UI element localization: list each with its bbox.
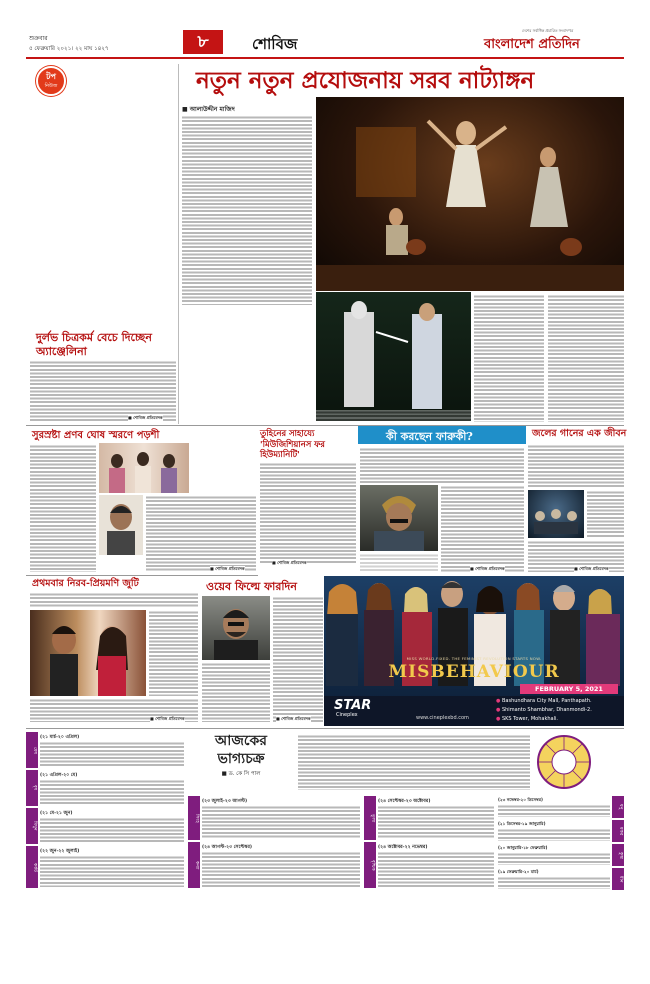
porshi-group [99,443,189,493]
sign-date: (২৩ নভেম্বর-২০ ডিসেম্বর) [498,797,543,802]
sign-label: মকর [612,820,624,842]
fardin-body-right [273,596,323,722]
sign-date: (২৪ অক্টোবর-২২ নভেম্বর) [378,845,428,850]
lead-caption [316,410,471,422]
tuhin-title: তুহিনের সাহায্যে 'মিউজিশিয়ানস ফর হিউম্যানিটি' [260,428,325,459]
star-logo-sub: Cineplex [336,712,358,718]
farooki-body-top [360,447,524,483]
porshi-body-col2 [146,495,256,572]
sign-text [498,852,610,865]
farooki-credit: ■ শোবিজ প্রতিবেদক [470,566,505,571]
porshi-photo [99,443,189,493]
sign-date: (১৯ ফেব্রুয়ারি-২০ মার্চ) [498,869,539,874]
sign-label: মিথুন [26,808,38,844]
movie-tagline: MISS WORLD.FIXED. THE FEMINIST REVOLUTION STARTS NOW. [406,656,542,661]
star-logo: STAR [334,698,372,713]
location-3 [496,716,558,722]
zodiac-wheel-svg [536,734,592,790]
right-sign-1 [498,796,624,818]
jaler-gaan-photo [528,490,584,538]
brand-tagline: দেশের সর্বাধিক প্রচারিত সংবাদপত্র [522,28,574,33]
nirob-body-top [30,592,198,608]
angelina-photo [30,65,176,323]
section-title: শোবিজ [252,35,298,53]
sign-text [378,851,494,887]
sign-text [40,817,184,843]
sign-date: (২১ ডিসেম্বর-১৯ জানুয়ারি) [498,821,546,826]
header-day: শুক্রবার [29,35,48,42]
jaler-gaan-credit: ■ শোবিজ প্রতিবেদক [574,566,609,571]
farooki-portrait [360,485,438,551]
lead-body-col4 [548,294,624,422]
badge-line1: টপ [46,72,56,81]
jaler-gaan-title: জলের গানের এক জীবন [532,428,627,439]
sign-text [40,779,184,805]
bottom-sign-2 [188,842,360,888]
pronob-portrait [99,495,143,555]
sign-date: (২১ মে-২১ জুন) [40,811,73,816]
nirob-title: প্রথমবার নিরব-প্রিয়মণি জুটি [32,578,139,589]
stage-photo-second [316,292,471,421]
sign-text [498,876,610,889]
location-2 [496,707,592,713]
column-divider [178,64,179,424]
section-rule-3 [26,728,624,729]
header-rule [26,57,624,59]
sign-label: কন্যা [188,842,200,888]
sign-label: তুলা [364,796,376,840]
horoscope-author: ■ ড. কে সি পাল [221,771,261,777]
location-2-text: Shimanto Shambhar, Dhanmondi-2. [501,707,592,713]
fardin-body-left [202,662,270,722]
zodiac-wheel-icon [536,734,592,790]
jaler-gaan-body-right [587,490,624,538]
location-1-text: Bashundhara City Mall, Panthapath. [501,698,592,704]
movie-title: MISBEHAVIOUR [388,662,560,682]
right-sign-3 [498,844,624,866]
horoscope-title-box [188,732,294,792]
bottom-sign-1 [188,796,360,840]
section-rule-1 [26,425,624,426]
nirob-body-right [149,610,198,696]
sign-label: মেষ [26,732,38,768]
stage-scene-two [316,292,471,421]
top-news-title: দুর্লভ চিত্রকর্ম বেচে দিচ্ছেন অ্যাঞ্জেলিনা [36,331,152,358]
brand-logo: বাংলাদেশ প্রতিদিন [484,37,580,52]
horoscope-title-1: আজকের [215,733,267,749]
jaler-gaan-band [528,490,584,538]
sign-text [202,851,360,887]
section-rule-2 [26,575,258,576]
top-news-badge [36,66,66,96]
right-sign-4 [498,868,624,890]
left-sign-1 [26,732,184,768]
sign-date: (২১ এপ্রিল-২০ মে) [40,773,78,778]
left-sign-4 [26,846,184,888]
page-header [0,0,650,62]
bottom-sign-4 [364,842,494,888]
fardin-photo [202,596,270,660]
bottom-sign-3 [364,796,494,840]
right-sign-2 [498,820,624,842]
sign-text [40,855,184,887]
sign-date: (২৪ সেপ্টেম্বর-২৩ অক্টোবর) [378,799,431,804]
sign-text [40,741,184,767]
horoscope-title-2: ভাগ্যচক্র [217,751,265,767]
sign-date: (২৪ আগস্ট-২৩ সেপ্টেম্বর) [202,845,252,850]
release-date: FEBRUARY 5, 2021 [535,685,603,693]
farooki-title: কী করছেন ফারুকী? [386,430,473,443]
lead-byline: ■ আলাউদ্দীন মাজিদ [182,106,235,113]
porshi-body-col1 [30,444,96,572]
nirob-priyamoni-pair [30,610,146,696]
fardin-portrait [202,596,270,660]
sign-date: (২০ জানুয়ারি-১৮ ফেব্রুয়ারি) [498,845,548,850]
top-news-body [30,360,176,422]
farooki-photo [360,485,438,551]
sign-label: কর্কট [26,846,38,888]
left-sign-3 [26,808,184,844]
nirob-credit: ■ শোবিজ প্রতিবেদক [150,716,185,721]
sign-text [498,828,610,841]
top-news-credit: ■ শোবিজ প্রতিবেদক [128,415,163,420]
left-sign-2 [26,770,184,806]
sign-text [378,805,494,839]
stage-dancers [316,97,624,291]
horoscope-intro [298,734,530,790]
sign-label: কুম্ভ [612,844,624,866]
tuhin-credit: ■ শোবিজ প্রতিবেদক [272,560,307,565]
sign-label: সিংহ [188,796,200,840]
header-date: ৫ ফেব্রুয়ারি ২০২১। ২২ মাঘ ১৪২৭ [29,46,109,52]
stage-photo-main [316,97,624,291]
fardin-title: ওয়েব ফিল্মে ফারদিন [206,580,297,593]
lead-body-col3 [474,294,544,422]
sign-label: বৃষ [26,770,38,806]
badge-line2: নিউজ [44,83,58,89]
lead-body-col1 [182,115,312,305]
porshi-title: সুরস্রষ্টা প্রণব ঘোষ স্মরণে পড়শী [32,430,160,441]
location-pin-icon: ● [496,716,501,722]
angelina-figure [30,65,176,323]
nirob-photo [30,610,146,696]
location-1 [496,698,592,704]
location-pin-icon: ● [496,707,501,713]
movie-ad [324,576,624,726]
lead-title: নতুন নতুন প্রযোজনায় সরব নাট্যাঙ্গন [196,67,535,94]
pronob-photo [99,495,143,555]
ad-url: www.cineplexbd.com [416,715,469,721]
tuhin-body [260,462,356,564]
fardin-credit: ■ শোবিজ প্রতিবেদক [276,716,311,721]
farooki-body-right [441,485,524,572]
porshi-credit: ■ শোবিজ প্রতিবেদক [210,566,245,571]
location-pin-icon: ● [496,698,501,704]
farooki-caption [360,553,438,571]
sign-label: মীন [612,868,624,890]
sign-label: ধনু [612,796,624,818]
horoscope-section [26,732,624,980]
sign-text [498,804,610,817]
page-number: ৮ [183,30,223,54]
sign-date: (২১ মার্চ-২০ এপ্রিল) [40,735,80,740]
sign-text [202,805,360,839]
sign-date: (২৩ জুলাই-২৩ আগস্ট) [202,799,248,804]
sign-date: (২২ জুন-২২ জুলাই) [40,849,80,854]
sign-label: বৃশ্চিক [364,842,376,888]
location-3-text: SKS Tower, Mohakhali. [501,716,558,722]
jaler-gaan-body-top [528,444,624,488]
